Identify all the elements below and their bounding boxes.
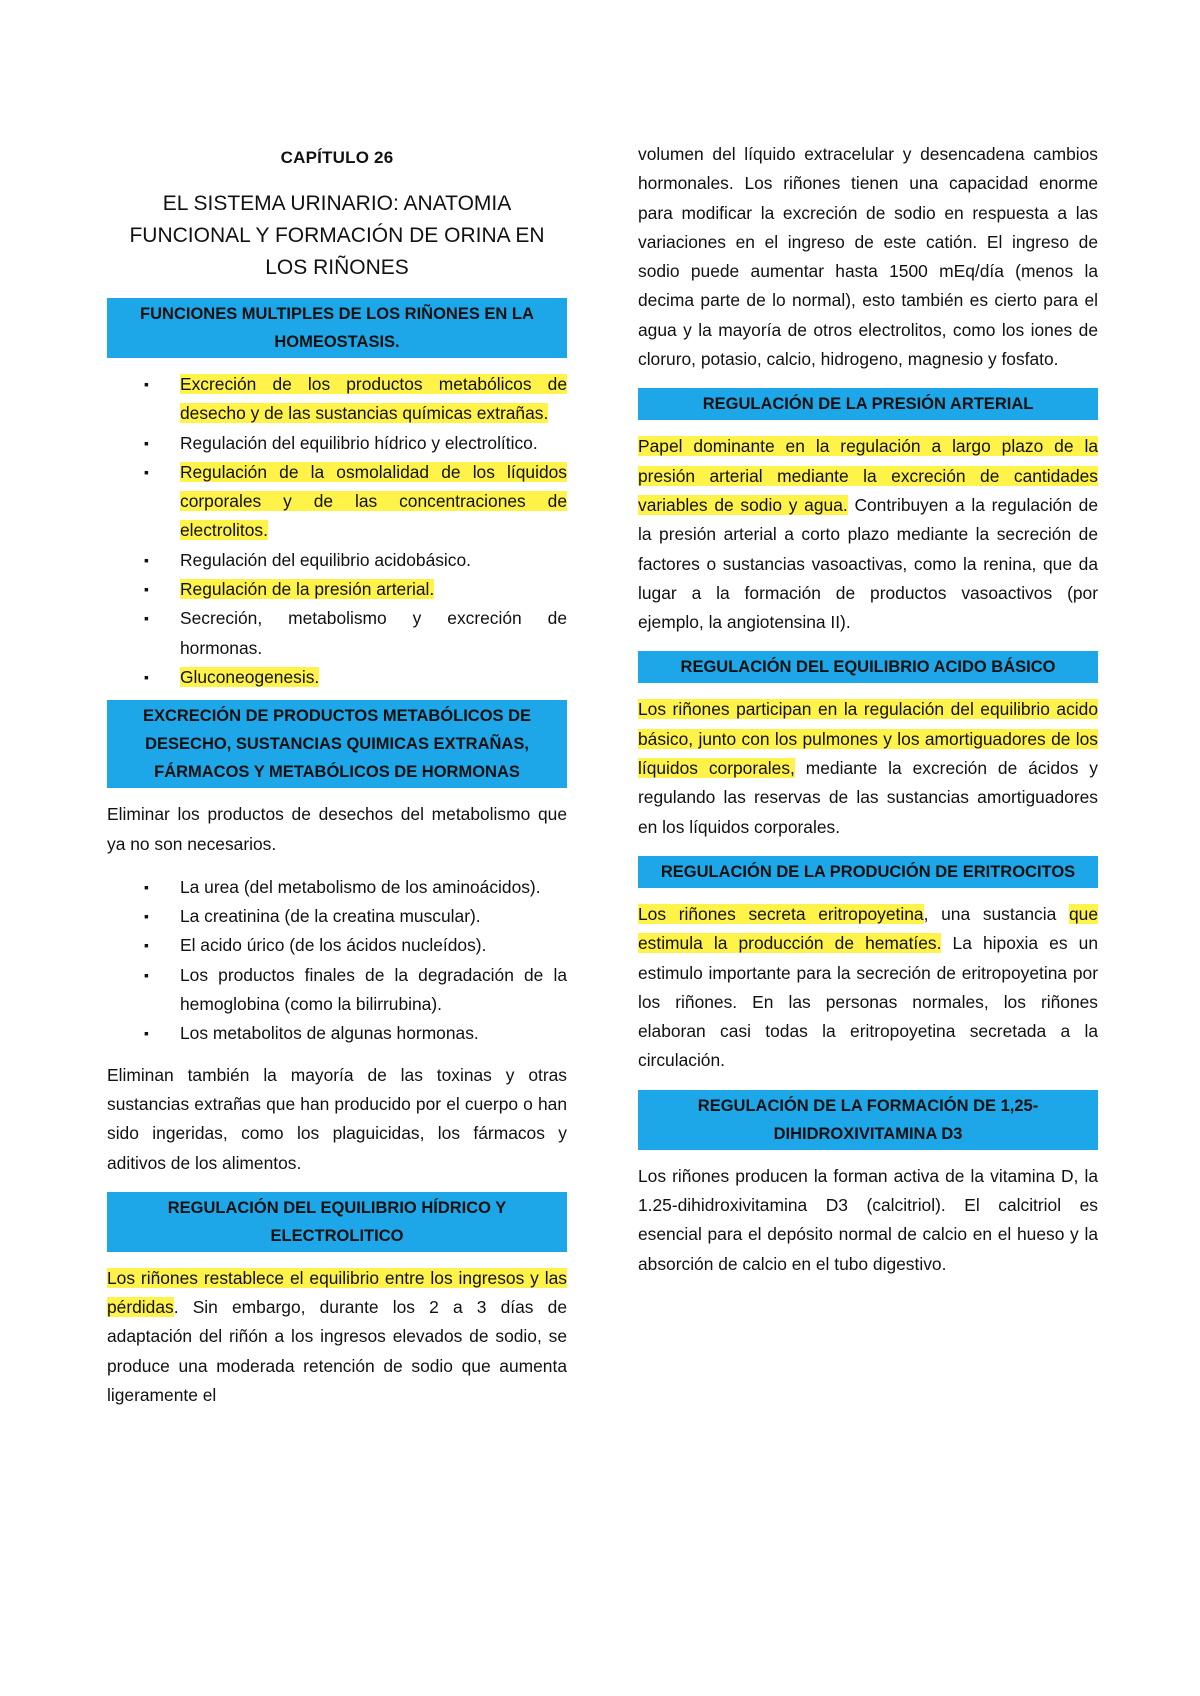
section-heading-water-balance: REGULACIÓN DEL EQUILIBRIO HÍDRICO Y ELECTROLITICO [107,1192,567,1252]
section-heading-acid-base: REGULACIÓN DEL EQUILIBRIO ACIDO BÁSICO [638,651,1098,683]
highlighted-text: que estimula la producción de hematíes. [638,903,1098,954]
list-item: ▪ Secreción, metabolismo y excreción de hormonas. [180,604,567,663]
left-column [107,140,567,1424]
excretion-outro: Eliminan también la mayoría de las toxinas y otras sustancias extrañas que han producido por el cuerpo o han sido ingeridas, como los plaguicidas, los fármacos y aditivos de los alimentos. [107,1064,567,1173]
list-item: ▪ Regulación del equilibrio acidobásico. [180,546,567,575]
section-heading-blood-pressure: REGULACIÓN DE LA PRESIÓN ARTERIAL [638,388,1098,420]
functions-list [107,370,567,692]
blood-pressure-text: Papel dominante en la regulación a largo plazo de la presión arterial mediante la excreción de cantidades variables de sodio y agua. Contribuyen a la regulación de la presión arterial a corto plazo mediante la secreción de factores o sustancias vasoactivas, como la renina, que da lugar a la formación de productos vasoactivos (por ejemplo, la angiotensina II). [638,436,1098,633]
list-item: ▪ Regulación de la osmolalidad de los líquidos corporales y de las concentraciones de electrolitos. [180,458,567,546]
excretion-intro: Eliminar los productos de desechos del metabolismo que ya no son necesarios. [107,804,567,854]
list-item: ▪ Regulación del equilibrio hídrico y electrolítico. [180,429,567,458]
section-heading-vitamin-d: REGULACIÓN DE LA FORMACIÓN DE 1,25-DIHIDROXIVITAMINA D3 [638,1090,1098,1150]
list-item: ▪ Los productos finales de la degradación de la hemoglobina (como la bilirrubina). [180,961,567,1020]
list-item: ▪ La creatinina (de la creatina muscular). [180,902,567,931]
continued-text: volumen del líquido extracelular y desencadena cambios hormonales. Los riñones tienen una capacidad enorme para modificar la excreción de sodio en respuesta a las variaciones en el ingreso de este catión. El ingreso de sodio puede aumentar hasta 1500 mEq/día (menos la decima parte de lo normal), esto también es cierto para el agua y la mayoría de otros electrolitos, como los iones de cloruro, potasio, calcio, hidrogeno, magnesio y fosfato. [638,144,1098,370]
section-heading-erythrocytes: REGULACIÓN DE LA PRODUCIÓN DE ERITROCITOS [638,856,1098,888]
acid-base-text: Los riñones participan en la regulación del equilibrio acido básico, junto con los pulmones y los amortiguadores de los líquidos corporales, mediante la excreción de ácidos y regulando las reservas de las sustancias amortiguadores en los líquidos corporales. [638,699,1098,837]
chapter-label: CAPÍTULO 26 [280,148,394,167]
list-item: ▪ Excreción de los productos metabólicos de desecho y de las sustancias químicas extrañas. [180,370,567,429]
list-item: ▪ Regulación de la presión arterial. [180,575,567,604]
erythrocytes-text: Los riñones secreta eritropoyetina, una sustancia que estimula la producción de hematíes. La hipoxia es un estimulo importante para la secreción de eritropoyetina por los riñones. En las personas normales, los riñones elaboran casi todas la eritropoyetina secretada a la circulación. [638,903,1098,1071]
list-item: ▪ Gluconeogenesis. [180,663,567,692]
list-item: ▪ La urea (del metabolismo de los aminoácidos). [180,873,567,902]
excretion-list [107,873,567,1049]
highlighted-text: Los riñones participan en la regulación del equilibrio acido básico, junto con los pulmones y los amortiguadores de los líquidos corporales, [638,699,1098,779]
list-item: ▪ El acido úrico (de los ácidos nucleídos). [180,931,567,960]
highlighted-text: Papel dominante en la regulación a largo plazo de la presión arterial mediante la excreción de cantidades variables de sodio y agua. [638,436,1098,515]
highlighted-text: Los riñones secreta eritropoyetina [638,903,924,924]
vitamin-d-text: Los riñones producen la forman activa de la vitamina D, la 1.25-dihidroxivitamina D3 (calcitriol). El calcitriol es esencial para el depósito normal de calcio en el hueso y la absorción de calcio en el tubo digestivo. [638,1165,1098,1274]
list-item: ▪ Los metabolitos de algunas hormonas. [180,1019,567,1048]
document-title: EL SISTEMA URINARIO: ANATOMIA FUNCIONAL Y FORMACIÓN DE ORINA EN LOS RIÑONES [129,192,545,279]
section-heading-functions: FUNCIONES MULTIPLES DE LOS RIÑONES EN LA HOMEOSTASIS. [107,298,567,358]
highlighted-text: Los riñones restablece el equilibrio entre los ingresos y las pérdidas [107,1267,567,1318]
right-column [638,140,1098,1293]
section-heading-excretion: EXCRECIÓN DE PRODUCTOS METABÓLICOS DE DESECHO, SUSTANCIAS QUIMICAS EXTRAÑAS, FÁRMACOS Y METABÓLICOS DE HORMONAS [107,700,567,788]
water-balance-text: Los riñones restablece el equilibrio entre los ingresos y las pérdidas. Sin embargo, durante los 2 a 3 días de adaptación del riñón a los ingresos elevados de sodio, se produce una moderada retención de sodio que aumenta ligeramente el [107,1267,567,1406]
